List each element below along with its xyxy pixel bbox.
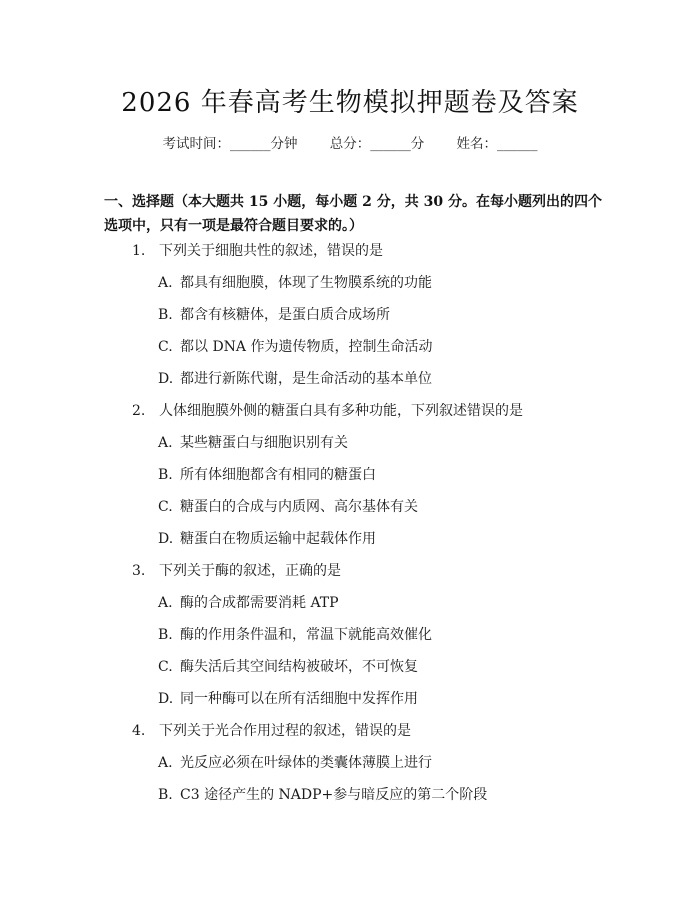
question-number: 1. (132, 243, 146, 259)
page-title: 2026 年春高考生物模拟押题卷及答案 (121, 88, 579, 118)
option-text: 糖蛋白在物质运输中起载体作用 (180, 531, 376, 547)
option-text: 酶失活后其空间结构被破坏，不可恢复 (180, 659, 418, 675)
option-item (158, 496, 418, 516)
option-item (158, 784, 487, 804)
section-heading: 一、选择题（本大题共 15 小题，每小题 2 分，共 30 分。在每小题列出的四个选项中，只有一项是最符合题目要求的。） (104, 194, 602, 234)
question-stem (132, 720, 411, 740)
option-text: 都进行新陈代谢，是生命活动的基本单位 (180, 371, 432, 387)
option-letter: B. (158, 467, 173, 483)
exam-time-field: 考试时间：______分钟 (162, 136, 298, 152)
option-item (158, 464, 376, 484)
option-item (158, 592, 339, 612)
question-number: 4. (132, 723, 146, 739)
option-letter: C. (158, 499, 173, 515)
student-name-field: 姓名：______ (456, 136, 538, 152)
question-number: 3. (132, 563, 146, 579)
question-stem (132, 400, 523, 420)
option-letter: D. (158, 531, 174, 547)
option-text: C3 途径产生的 NADP+参与暗反应的第二个阶段 (180, 787, 488, 803)
option-text: 都含有核糖体，是蛋白质合成场所 (180, 307, 390, 323)
question-text: 下列关于酶的叙述，正确的是 (159, 563, 341, 579)
option-item (158, 656, 418, 676)
option-letter: A. (158, 435, 173, 451)
question-text: 下列关于光合作用过程的叙述，错误的是 (159, 723, 411, 739)
question-number: 2. (132, 403, 146, 419)
option-letter: D. (158, 371, 174, 387)
option-text: 同一种酶可以在所有活细胞中发挥作用 (180, 691, 418, 707)
option-text: 某些糖蛋白与细胞识别有关 (180, 435, 348, 451)
question-text: 人体细胞膜外侧的糖蛋白具有多种功能，下列叙述错误的是 (159, 403, 523, 419)
option-letter: C. (158, 339, 173, 355)
option-item (158, 432, 348, 452)
option-item (158, 528, 376, 548)
option-text: 酶的合成都需要消耗 ATP (180, 595, 339, 611)
option-letter: B. (158, 307, 173, 323)
question-stem (132, 560, 341, 580)
exam-meta (0, 132, 700, 152)
option-letter: B. (158, 787, 173, 803)
option-letter: D. (158, 691, 174, 707)
option-letter: C. (158, 659, 173, 675)
option-item (158, 304, 390, 324)
option-item (158, 368, 432, 388)
option-text: 酶的作用条件温和，常温下就能高效催化 (180, 627, 432, 643)
option-item (158, 336, 433, 356)
question-text: 下列关于细胞共性的叙述，错误的是 (159, 243, 383, 259)
option-text: 光反应必须在叶绿体的类囊体薄膜上进行 (180, 755, 432, 771)
option-item (158, 624, 432, 644)
option-item (158, 752, 432, 772)
option-text: 都以 DNA 作为遗传物质，控制生命活动 (180, 339, 433, 355)
total-score-field: 总分：______分 (329, 136, 425, 152)
option-text: 所有体细胞都含有相同的糖蛋白 (180, 467, 376, 483)
option-letter: A. (158, 755, 173, 771)
option-text: 都具有细胞膜，体现了生物膜系统的功能 (180, 275, 432, 291)
option-text: 糖蛋白的合成与内质网、高尔基体有关 (180, 499, 418, 515)
question-stem (132, 240, 383, 260)
option-item (158, 272, 432, 292)
option-letter: B. (158, 627, 173, 643)
option-item (158, 688, 418, 708)
option-letter: A. (158, 275, 173, 291)
option-letter: A. (158, 595, 173, 611)
